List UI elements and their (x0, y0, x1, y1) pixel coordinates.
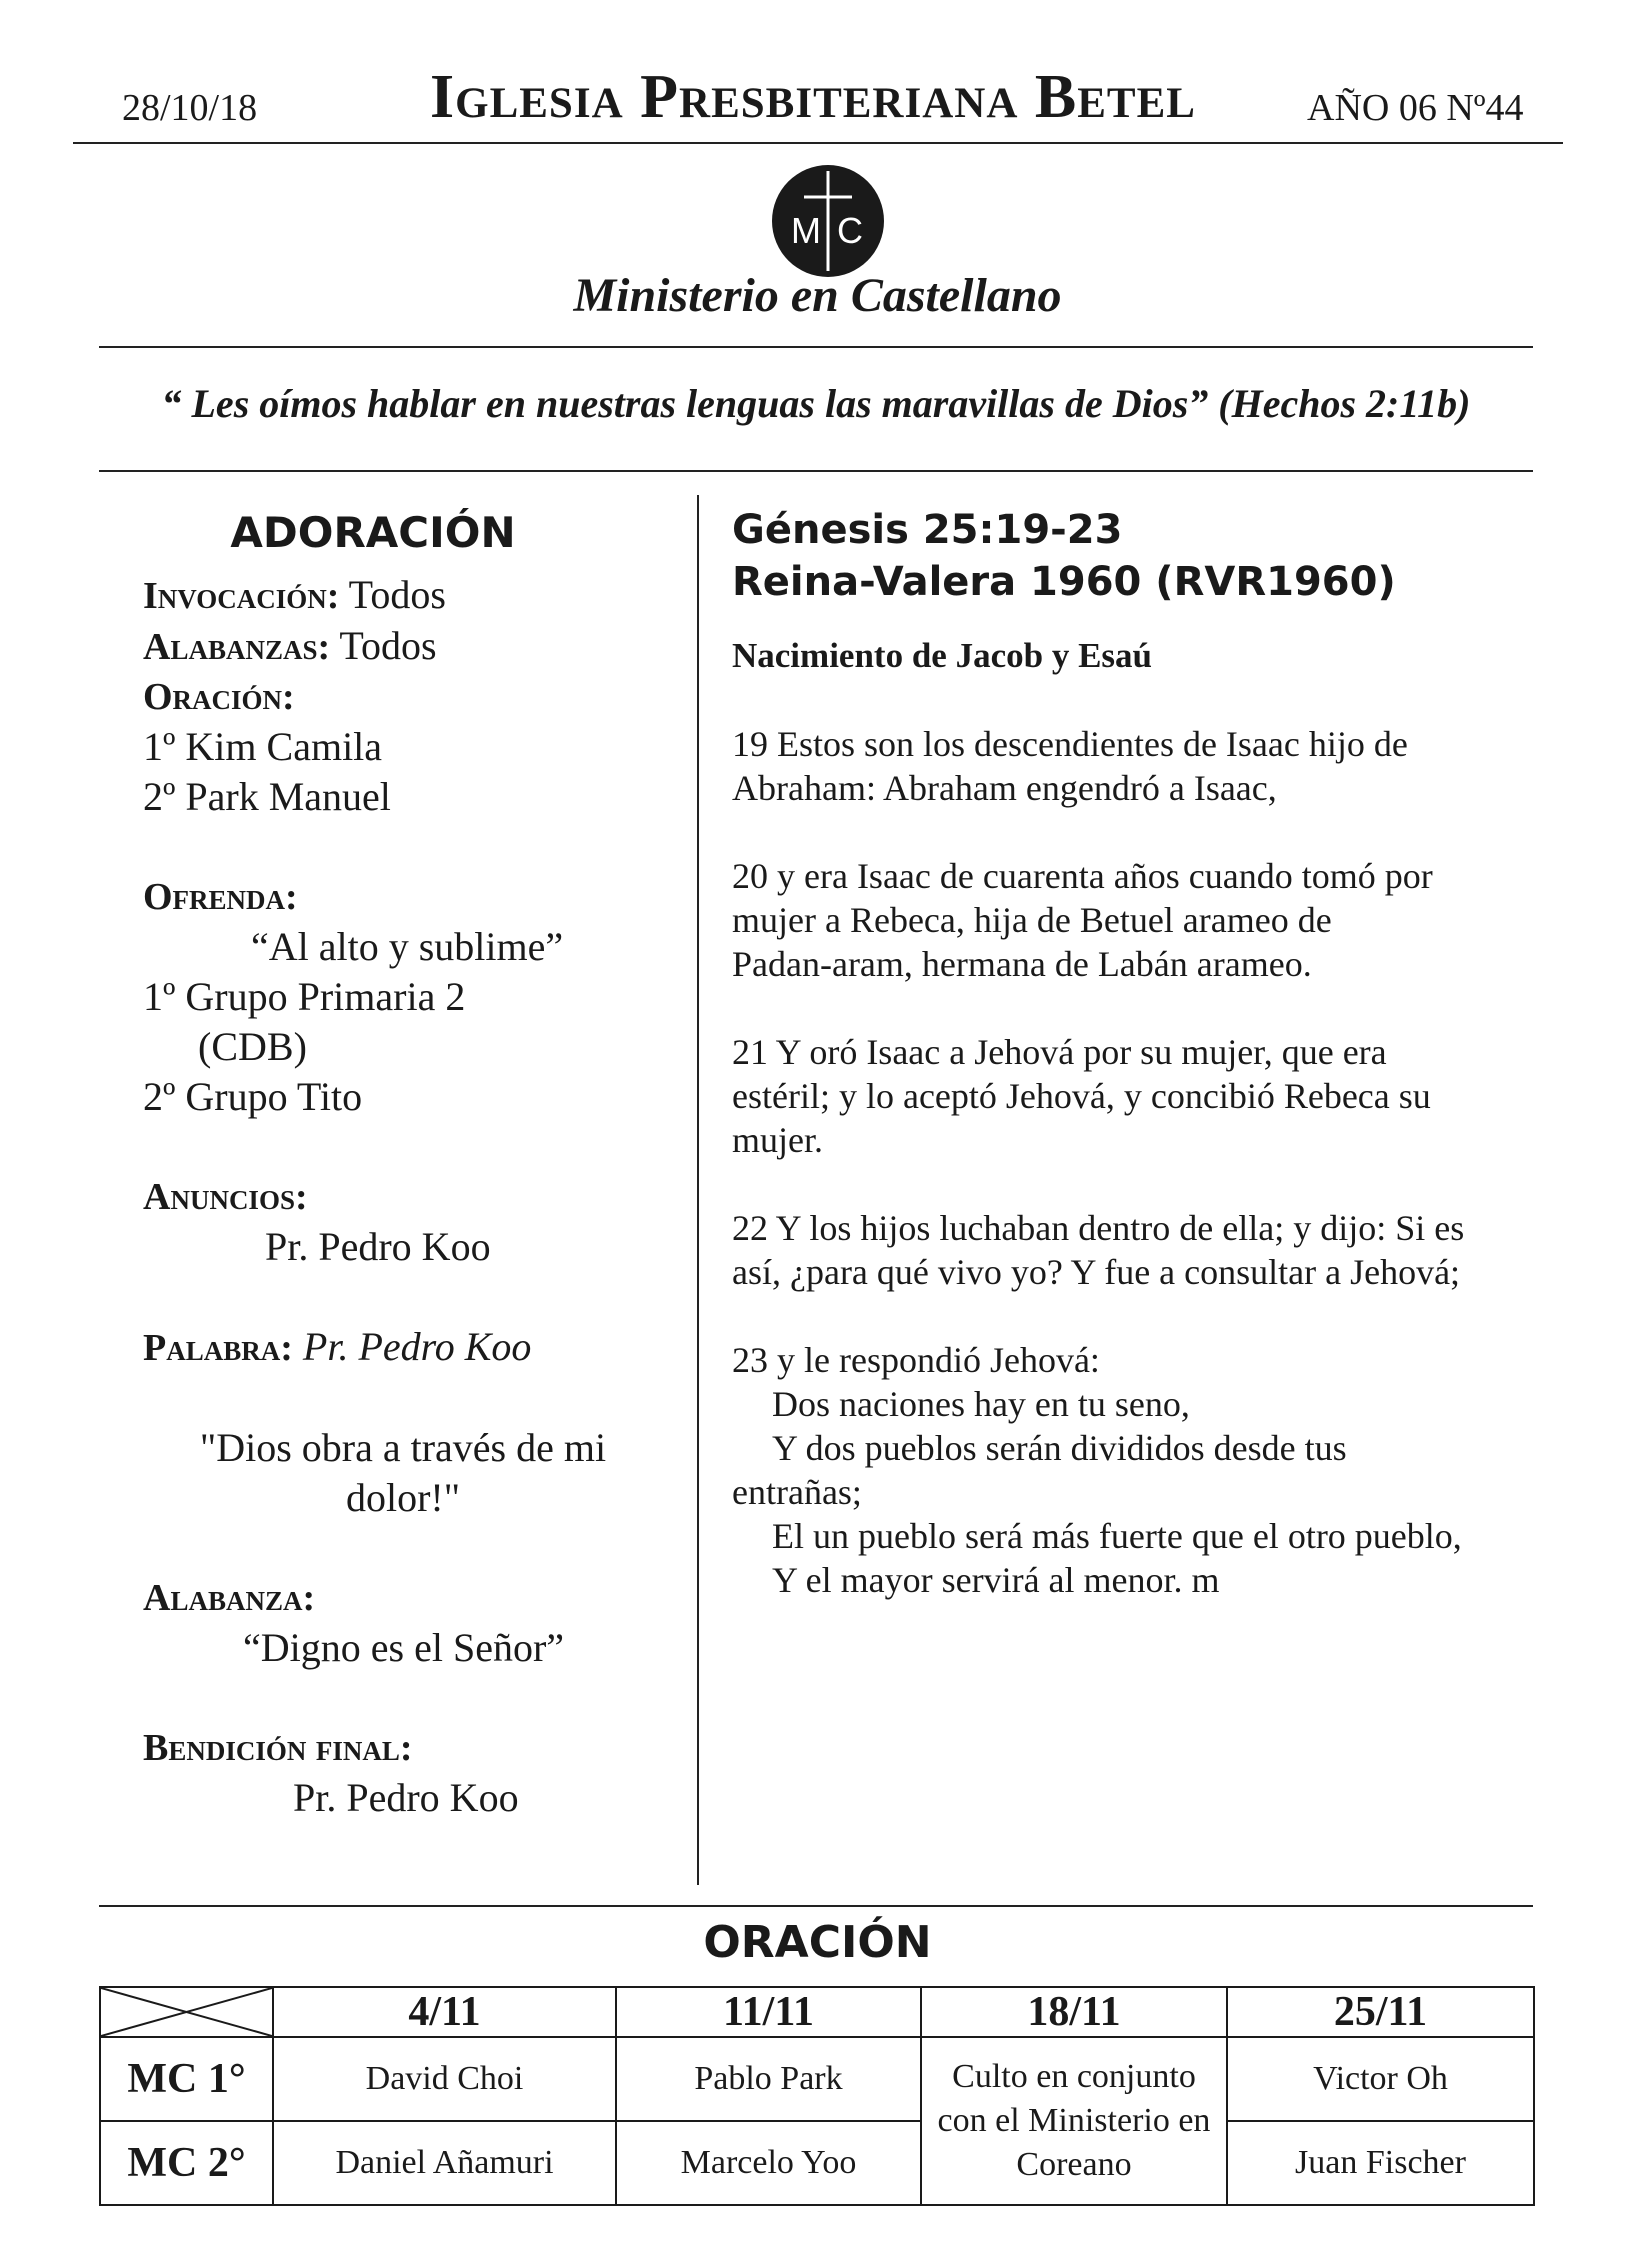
date-header: 25/11 (1227, 1987, 1534, 2037)
column-divider (697, 495, 699, 1885)
joint-service-line: Culto en conjunto (952, 2058, 1196, 2095)
verse-line: El un pueblo será más fuerte que el otro pueblo, (772, 1516, 1462, 1556)
offering-second: 2º Grupo Tito (143, 1074, 363, 1119)
cross-logo-icon (770, 163, 886, 279)
invocation-line (143, 570, 683, 621)
verse-line: así, ¿para qué vivo yo? Y fue a consultar a Jehová; (732, 1252, 1461, 1292)
date-header: 11/11 (616, 1987, 921, 2037)
sermon-title (143, 1423, 663, 1523)
invocation-value: Todos (339, 572, 446, 617)
bulletin-date: 28/10/18 (122, 87, 258, 129)
word-value: Pr. Pedro Koo (292, 1324, 532, 1369)
word-line (143, 1322, 683, 1373)
praise-label: Alabanza: (143, 1577, 316, 1619)
joint-service-cell (921, 2037, 1227, 2205)
praises-label: Alabanzas: (143, 626, 331, 668)
verse-line: estéril; y lo aceptó Jehová, y concibió Rebeca su (732, 1076, 1431, 1116)
table-header-row (100, 1987, 1534, 2037)
offering-label: Ofrenda: (143, 876, 298, 918)
prayer-schedule-title: ORACIÓN (703, 1917, 932, 1968)
worship-order (143, 508, 683, 1823)
benediction-label: Bendición final: (143, 1727, 413, 1769)
joint-service-line: Coreano (1016, 2146, 1132, 2183)
passage-heading: Nacimiento de Jacob y Esaú (732, 636, 1152, 675)
prayer-second: 2º Park Manuel (143, 774, 391, 819)
prayer-rule (99, 1905, 1533, 1907)
verse-line: 21 Y oró Isaac a Jehová por su mujer, que era (732, 1032, 1387, 1072)
verse-line: 22 Y los hijos luchaban dentro de ella; y dijo: Si es (732, 1208, 1465, 1248)
ministry-name: Ministerio en Castellano (573, 269, 1062, 322)
prayer-label: Oración: (143, 676, 295, 718)
praise-song: “Digno es el Señor” (243, 1625, 565, 1670)
verse-21 (732, 1030, 1572, 1162)
worship-title: ADORACIÓN (230, 508, 516, 557)
verse-line: mujer. (732, 1120, 823, 1160)
scripture-version: Reina-Valera 1960 (RVR1960) (732, 559, 1396, 605)
table-row (100, 2121, 1534, 2205)
verse-19 (732, 722, 1572, 810)
date-header: 4/11 (273, 1987, 616, 2037)
logo-letter-c: C (837, 210, 863, 251)
table-cell: Marcelo Yoo (616, 2121, 921, 2205)
verse-line: Y dos pueblos serán divididos desde tus (772, 1428, 1347, 1468)
verse-line: 23 y le respondió Jehová: (732, 1340, 1100, 1380)
verse-line: entrañas; (732, 1472, 862, 1512)
logo-letter-m: M (791, 210, 821, 251)
verse-23 (732, 1338, 1572, 1602)
verse-22 (732, 1206, 1572, 1294)
offering-first-group: (CDB) (198, 1024, 307, 1069)
verse-line: Abraham: Abraham engendró a Isaac, (732, 768, 1277, 808)
verse-line: 19 Estos son los descendientes de Isaac hijo de (732, 724, 1408, 764)
ministry-rule (99, 346, 1533, 348)
row-header: MC 1° (100, 2037, 273, 2121)
table-cell: Daniel Añamuri (273, 2121, 616, 2205)
joint-service-line: con el Ministerio en (937, 2102, 1211, 2139)
verse-line: mujer a Rebeca, hija de Betuel arameo de (732, 900, 1332, 940)
announcements-value: Pr. Pedro Koo (265, 1224, 491, 1269)
invocation-label: Invocación: (143, 575, 340, 617)
verse-line: Dos naciones hay en tu seno, (772, 1384, 1190, 1424)
offering-first: 1º Grupo Primaria 2 (143, 974, 466, 1019)
verse-line: Y el mayor servirá al menor. m (772, 1560, 1220, 1600)
praises-line (143, 621, 683, 672)
verse-20 (732, 854, 1572, 986)
header-rule (73, 142, 1563, 144)
church-name: Iglesia Presbiteriana Betel (430, 63, 1196, 131)
sermon-title-line1: "Dios obra a través de mi (199, 1425, 607, 1470)
sermon-title-line2: dolor!" (345, 1475, 461, 1520)
issue-number: AÑO 06 Nº44 (1307, 87, 1524, 129)
table-cell: Juan Fischer (1227, 2121, 1534, 2205)
scripture-reading (732, 504, 1572, 1646)
verse-rule (99, 470, 1533, 472)
offering-song: “Al alto y sublime” (251, 924, 564, 969)
word-label: Palabra: (143, 1327, 293, 1369)
announcements-label: Anuncios: (143, 1176, 308, 1218)
prayer-first: 1º Kim Camila (143, 724, 383, 769)
benediction-value: Pr. Pedro Koo (293, 1775, 519, 1820)
verse-line: Padan-aram, hermana de Labán arameo. (732, 944, 1312, 984)
date-header: 18/11 (921, 1987, 1227, 2037)
praises-value: Todos (330, 623, 437, 668)
ministry-logo (770, 163, 886, 279)
verse-line: 20 y era Isaac de cuarenta años cuando tomó por (732, 856, 1433, 896)
table-row (100, 2037, 1534, 2121)
prayer-schedule-table (99, 1986, 1535, 2206)
scripture-reference: Génesis 25:19-23 (732, 507, 1123, 553)
row-header: MC 2° (100, 2121, 273, 2205)
table-cell: David Choi (273, 2037, 616, 2121)
table-cell: Victor Oh (1227, 2037, 1534, 2121)
table-cell: Pablo Park (616, 2037, 921, 2121)
table-corner-cell (100, 1987, 273, 2037)
crossed-corner-icon (101, 1988, 272, 2036)
theme-verse: “ Les oímos hablar en nuestras lenguas las maravillas de Dios” (Hechos 2:11b) (161, 381, 1471, 426)
